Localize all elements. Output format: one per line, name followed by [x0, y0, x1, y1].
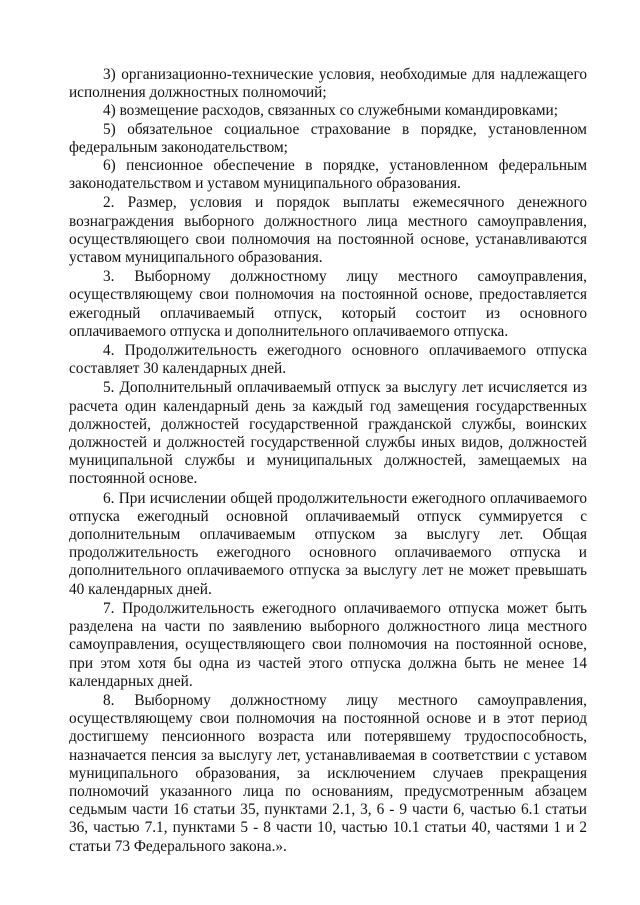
paragraph-item-6: 6) пенсионное обеспечение в порядке, установленном федеральным законодательством и уставом муниципального образования.	[69, 157, 587, 193]
paragraph-section-6: 6. При исчислении общей продолжительности ежегодного оплачиваемого отпуска ежегодный основной оплачиваемый отпуск суммируется с дополнительным оплачиваемым отпуском за выслугу лет. Общая продолжительность ежегодного основного оплачиваемого отпуска и дополнительного оплачиваемого отпуска за выслугу лет не может превышать 40 календарных дней.	[69, 489, 587, 598]
paragraph-item-4: 4) возмещение расходов, связанных со служебными командировками;	[103, 102, 558, 120]
paragraph-section-8: 8. Выборному должностному лицу местного самоуправления, осуществляющему свои полномочия на постоянной основе и в этот период достигшему пенсионного возраста или потерявшему трудоспособность, назначается пенсия за выслугу лет, устанавливаемая в соответствии с уставом муниципального образования, за исключением случаев прекращения полномочий указанного лица по основаниям, предусмотренным абзацем седьмым части 16 статьи 35, пунктами 2.1, 3, 6 - 9 части 6, частью 6.1 статьи 36, частью 7.1, пунктами 5 - 8 части 10, частью 10.1 статьи 40, частями 1 и 2 статьи 73 Федерального закона.».	[69, 691, 587, 855]
paragraph-section-2: 2. Размер, условия и порядок выплаты ежемесячного денежного вознаграждения выборного должностного лица местного самоуправления, осуществляющего свои полномочия на постоянной основе, устанавливаются уставом муниципального образования.	[69, 194, 587, 267]
paragraph-section-3: 3. Выборному должностному лицу местного самоуправления, осуществляющему свои полномочия на постоянной основе, предоставляется ежегодный оплачиваемый отпуск, который состоит из основного оплачиваемого отпуска и дополнительного оплачиваемого отпуска.	[69, 268, 587, 340]
paragraph-section-4: 4. Продолжительность ежегодного основного оплачиваемого отпуска составляет 30 календарных дней.	[69, 342, 587, 378]
paragraph-item-5: 5) обязательное социальное страхование в порядке, установленном федеральным законодательством;	[69, 120, 587, 156]
paragraph-section-5: 5. Дополнительный оплачиваемый отпуск за выслугу лет исчисляется из расчета один календарный день за каждый год замещения государственных должностей, должностей государственной гражданской службы, воинских должностей и должностей государственной службы иных видов, должностей муниципальной службы и муниципальных должностей, замещаемых на постоянной основе.	[69, 379, 587, 488]
document-body	[69, 66, 587, 856]
paragraph-section-7: 7. Продолжительность ежегодного оплачиваемого отпуска может быть разделена на части по заявлению выборного должностного лица местного самоуправления, осуществляющего свои полномочия на постоянной основе, при этом хотя бы одна из частей этого отпуска должна быть не менее 14 календарных дней.	[69, 599, 587, 690]
paragraph-item-3: 3) организационно-технические условия, необходимые для надлежащего исполнения должностных полномочий;	[69, 66, 587, 102]
